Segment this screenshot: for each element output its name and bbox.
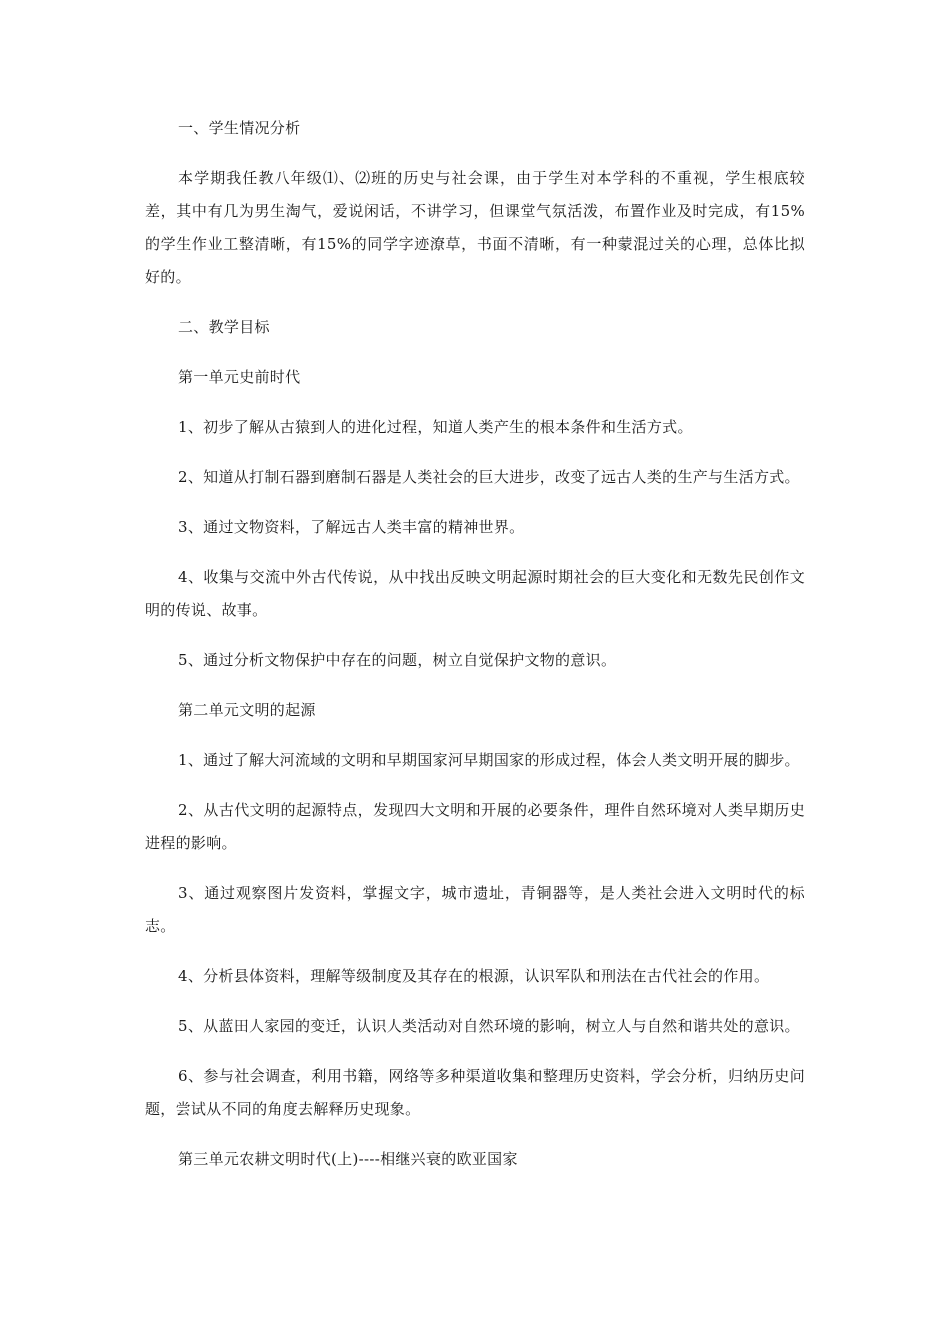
unit1-goal-3: 3、通过文物资料，了解远古人类丰富的精神世界。	[178, 518, 525, 536]
unit-heading-1: 第一单元史前时代	[178, 368, 301, 386]
unit2-goal-3: 3、通过观察图片发资料，掌握文字，城市遗址，青铜器等，是人类社会进入文明时代的标志。	[145, 884, 805, 935]
unit2-goal-2: 2、从古代文明的起源特点，发现四大文明和开展的必要条件，理件自然环境对人类早期历史进程的影响。	[145, 801, 805, 852]
unit2-goal-4: 4、分析县体资料，理解等级制度及其存在的根源，认识军队和刑法在古代社会的作用。	[178, 967, 770, 985]
paragraph-student-analysis: 本学期我任教八年级⑴、⑵班的历史与社会课，由于学生对本学科的不重视，学生根底较差，其中有几为男生淘气，爱说闲话，不讲学习，但课堂气氛活泼，布置作业及时完成，有15%的学生作业工整清晰，有15%的同学字迹潦草，书面不清晰，有一种蒙混过关的心理，总体比拟好的。	[145, 169, 805, 286]
unit2-goal-1: 1、通过了解大河流域的文明和早期国家河早期国家的形成过程，体会人类文明开展的脚步。	[178, 751, 800, 769]
unit1-goal-2: 2、知道从打制石器到磨制石器是人类社会的巨大进步，改变了远古人类的生产与生活方式。	[178, 468, 800, 486]
unit1-goal-1: 1、初步了解从古猿到人的进化过程，知道人类产生的根本条件和生活方式。	[178, 418, 693, 436]
unit2-goal-6: 6、参与社会调查，利用书籍，网络等多种渠道收集和整理历史资料，学会分析，归纳历史问题，尝试从不同的角度去解释历史现象。	[145, 1067, 805, 1118]
unit1-goal-4: 4、收集与交流中外古代传说，从中找出反映文明起源时期社会的巨大变化和无数先民创作文明的传说、故事。	[145, 568, 805, 619]
document-page	[145, 112, 805, 1193]
section-heading-teaching-goals: 二、教学目标	[178, 318, 270, 336]
unit2-goal-5: 5、从蓝田人家园的变迁，认识人类活动对自然环境的影响，树立人与自然和谐共处的意识。	[178, 1017, 800, 1035]
unit-heading-3: 第三单元农耕文明时代(上)----相继兴衰的欧亚国家	[178, 1150, 518, 1168]
unit1-goal-5: 5、通过分析文物保护中存在的问题，树立自觉保护文物的意识。	[178, 651, 617, 669]
section-heading-student-analysis: 一、学生情况分析	[178, 119, 301, 137]
unit-heading-2: 第二单元文明的起源	[178, 701, 316, 719]
